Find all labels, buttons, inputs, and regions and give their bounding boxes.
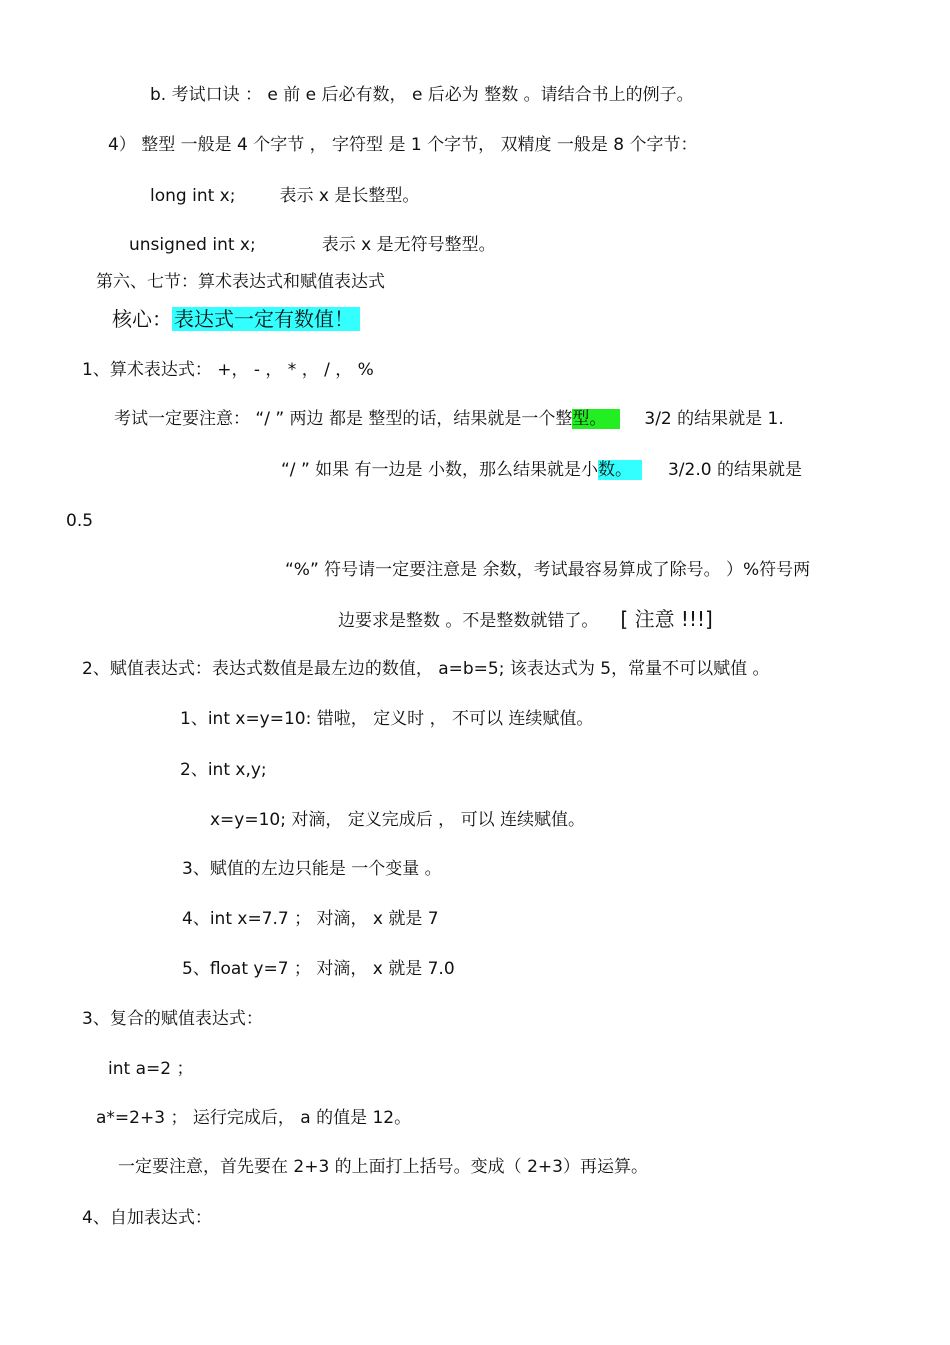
compound-code-2: a*=2+3 ； 运行完成后， a 的值是 12。 — [96, 1108, 412, 1128]
unsigned-int-desc: 表示 x 是无符号整型。 — [321, 235, 496, 255]
division-int-text: 考试一定要注意： “/ ” 两边 都是 整型的话，结果就是一个整 — [114, 409, 573, 429]
exam-tip-e-notation: b. 考试口诀 ： e 前 e 后必有数， e 后必为 整数 。请结合书上的例子。 — [150, 85, 694, 105]
core-label: 核心： — [112, 307, 172, 331]
long-int-line — [150, 185, 419, 207]
assign-rule-2: 2、int x,y; — [180, 760, 267, 780]
division-float-note — [281, 459, 802, 481]
core-line — [112, 308, 360, 330]
increment-expr-heading: 4、自加表达式： — [82, 1208, 212, 1228]
assign-rule-3: 3、赋值的左边只能是 一个变量 。 — [182, 859, 442, 879]
attention-mark: [ 注意 !!!] — [620, 607, 713, 631]
section-heading: 第六、七节：算术表达式和赋值表达式 — [96, 272, 385, 292]
assign-rule-1: 1、int x=y=10: 错啦， 定义时 ， 不可以 连续赋值。 — [180, 709, 594, 729]
division-int-example: 3/2 的结果就是 1. — [644, 409, 784, 429]
assign-rule-4: 4、int x=7.7 ； 对滴， x 就是 7 — [182, 909, 439, 929]
division-float-text: “/ ” 如果 有一边是 小数，那么结果就是小 — [281, 460, 598, 480]
division-float-example: 3/2.0 的结果就是 — [667, 460, 802, 480]
code-unsigned-int: unsigned int x; — [129, 235, 256, 255]
code-long-int: long int x; — [150, 186, 236, 206]
unsigned-int-line — [129, 234, 496, 256]
compound-code-1: int a=2 ； — [108, 1059, 194, 1079]
long-int-desc: 表示 x 是长整型。 — [279, 186, 420, 206]
assign-rule-5: 5、float y=7 ； 对滴， x 就是 7.0 — [182, 959, 455, 979]
core-highlight: 表达式一定有数值！ — [172, 307, 360, 331]
modulo-note: “%” 符号请一定要注意是 余数，考试最容易算成了除号。 ）%符号两 — [285, 560, 811, 580]
division-int-note — [114, 408, 784, 430]
modulo-note-cont — [338, 608, 713, 632]
modulo-note-text: 边要求是整数 。不是整数就错了。 — [338, 611, 599, 631]
compound-note: 一定要注意，首先要在 2+3 的上面打上括号。变成（ 2+3）再运算。 — [118, 1157, 648, 1177]
arith-expr-heading: 1、算术表达式： +， - ， * ， / ， % — [82, 360, 374, 380]
type-size-note: 4） 整型 一般是 4 个字节 ， 字符型 是 1 个字节， 双精度 一般是 8 个字节： — [108, 135, 698, 155]
highlight-green-mark: 型。 — [572, 409, 620, 429]
highlight-cyan-mark: 数。 — [598, 460, 642, 480]
compound-assign-heading: 3、复合的赋值表达式： — [82, 1009, 263, 1029]
assign-expr-heading: 2、赋值表达式：表达式数值是最左边的数值， a=b=5; 该表达式为 5，常量不可以赋值 。 — [82, 659, 770, 679]
division-float-result: 0.5 — [66, 511, 94, 531]
assign-rule-2-cont: x=y=10; 对滴， 定义完成后 ， 可以 连续赋值。 — [210, 810, 585, 830]
